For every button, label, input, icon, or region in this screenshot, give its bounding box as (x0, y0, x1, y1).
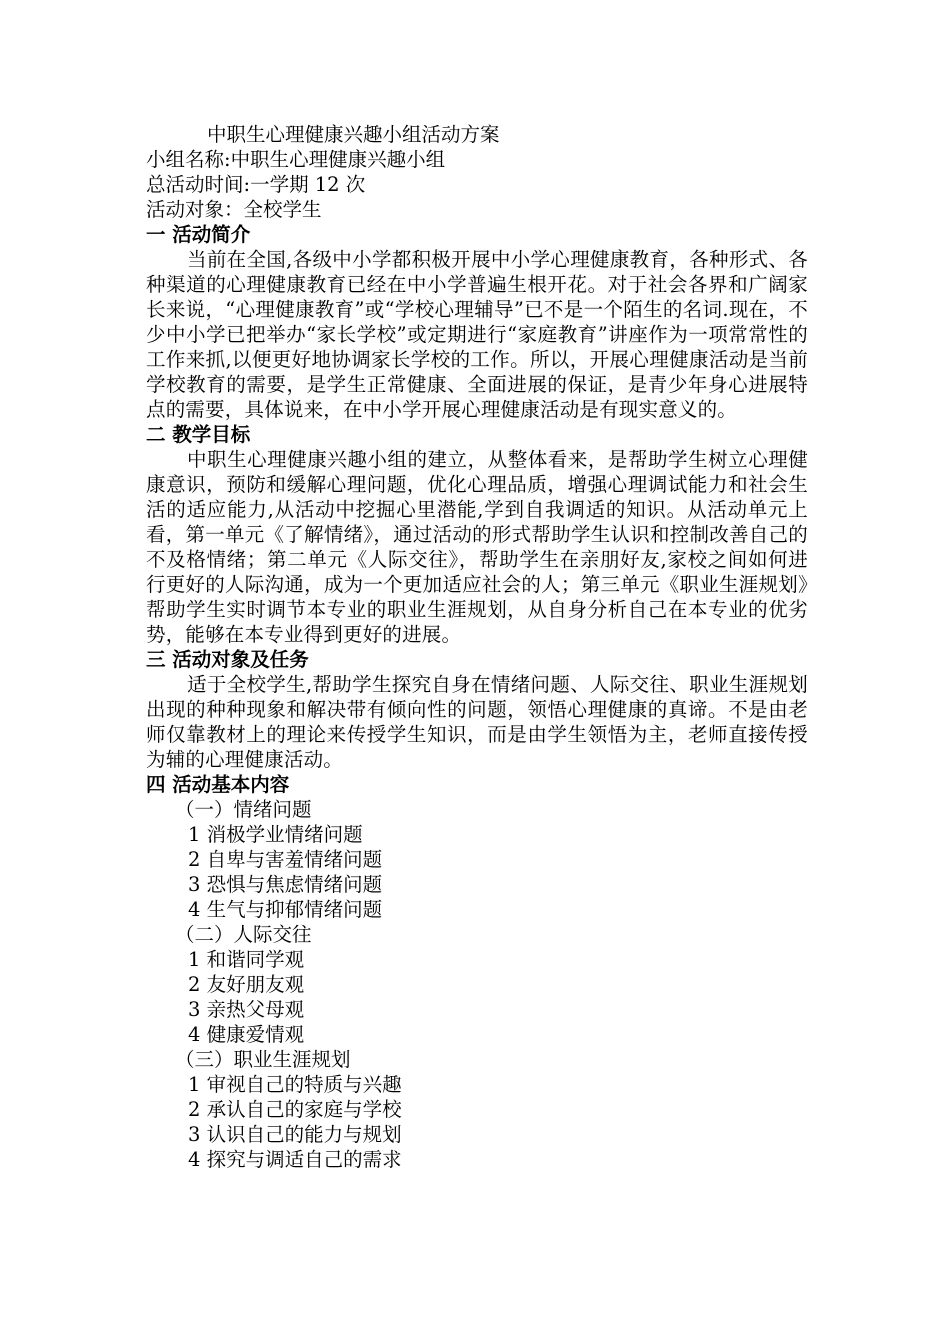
section-body-goals: 中职生心理健康兴趣小组的建立，从整体看来，是帮助学生树立心理健康意识，预防和缓解心理问题，优化心理品质，增强心理调试能力和社会生活的适应能力,从活动中挖掘心里潜能,学到自我调适的知识。从活动单元上看，第一单元《了解情绪》，通过活动的形式帮助学生认识和控制改善自己的不及格情绪；第二单元《人际交往》，帮助学生在亲朋好友,家校之间如何进行更好的人际沟通，成为一个更加适应社会的人；第三单元《职业生涯规划》帮助学生实时调节本专业的职业生涯规划，从自身分析自己在本专业的优劣势，能够在本专业得到更好的进展。 (146, 448, 808, 646)
section-heading-intro: 一 活动简介 (146, 223, 251, 246)
list-item: 4 健康爱情观 (188, 1023, 305, 1046)
section-heading-content: 四 活动基本内容 (146, 773, 290, 796)
list-item: 3 恐惧与焦虑情绪问题 (188, 873, 383, 896)
list-item: 4 生气与抑郁情绪问题 (188, 898, 383, 921)
list-item: 3 亲热父母观 (188, 998, 305, 1021)
list-item: 2 承认自己的家庭与学校 (188, 1098, 402, 1121)
list-item: 1 消极学业情绪问题 (188, 823, 363, 846)
list-item: 2 自卑与害羞情绪问题 (188, 848, 383, 871)
group-title-emotion: （一）情绪问题 (175, 798, 312, 821)
section-body-intro: 当前在全国,各级中小学都积极开展中小学心理健康教育，各种形式、各种渠道的心理健康教育已经在中小学普遍生根开花。对于社会各界和广阔家长来说，“心理健康教育”或“学校心理辅导”已不是一个陌生的名词.现在，不少中小学已把举办“家长学校”或定期进行“家庭教育”讲座作为一项常常性的工作来抓,以便更好地协调家长学校的工作。所以，开展心理健康活动是当前学校教育的需要，是学生正常健康、全面进展的保证，是青少年身心进展特点的需要，具体说来，在中小学开展心理健康活动是有现实意义的。 (146, 248, 808, 421)
document-page (146, 122, 808, 1172)
section-body-tasks: 适于全校学生,帮助学生探究自身在情绪问题、人际交往、职业生涯规划出现的种种现象和解决带有倾向性的问题，领悟心理健康的真谛。不是由老师仅靠教材上的理论来传授学生知识，而是由学生领悟为主，老师直接传授为辅的心理健康活动。 (146, 673, 808, 771)
list-item: 4 探究与调适自己的需求 (188, 1148, 402, 1171)
total-time-line: 总活动时间:一学期 12 次 (146, 173, 366, 196)
target-line: 活动对象：全校学生 (146, 198, 322, 221)
list-item: 2 友好朋友观 (188, 973, 305, 996)
list-item: 1 审视自己的特质与兴趣 (188, 1073, 402, 1096)
list-item: 3 认识自己的能力与规划 (188, 1123, 402, 1146)
section-heading-goals: 二 教学目标 (146, 423, 251, 446)
group-name-line: 小组名称:中职生心理健康兴趣小组 (146, 148, 446, 171)
group-title-career: （三）职业生涯规划 (175, 1048, 351, 1071)
document-title: 中职生心理健康兴趣小组活动方案 (207, 123, 500, 146)
list-item: 1 和谐同学观 (188, 948, 305, 971)
section-heading-tasks: 三 活动对象及任务 (146, 648, 309, 671)
group-title-interpersonal: （二）人际交往 (175, 923, 312, 946)
